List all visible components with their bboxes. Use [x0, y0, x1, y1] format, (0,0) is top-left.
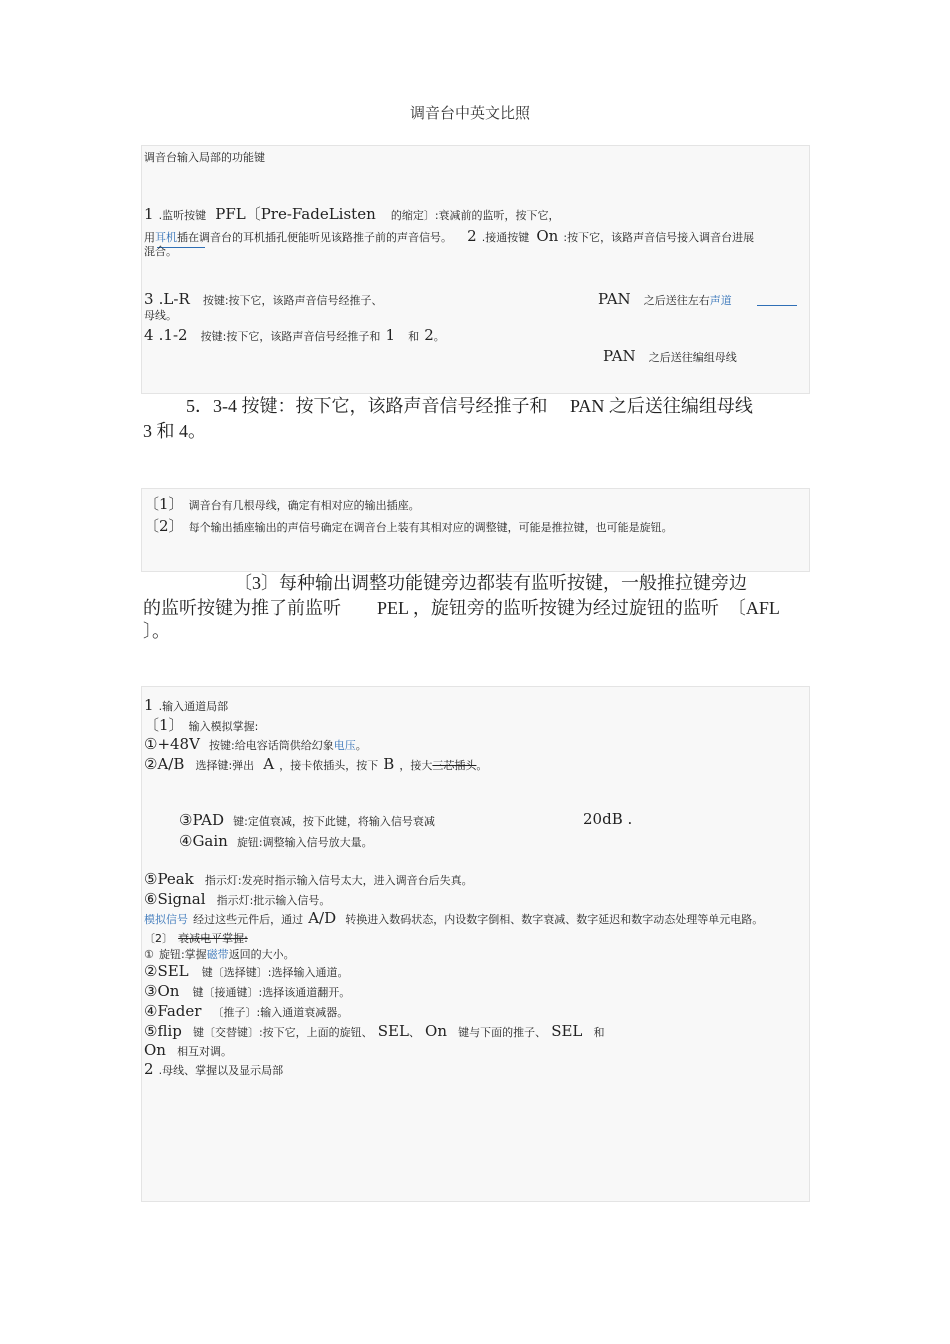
item-flip: ⑤flip 键〔交替键〕:按下它，上面的旋钮、 SEL、 On 键与下面的推子、 SEL 和 — [144, 1022, 605, 1040]
channel-link[interactable]: 声道 — [709, 294, 732, 307]
box1-line-6: 4 .1-2 按键:按下它，该路声音信号经推子和 1 和 2。 — [144, 326, 445, 344]
item-on: ③On 键〔接通键〕:选择该通道翻开。 — [144, 982, 351, 1000]
box2-line-2: 〔2〕 每个输出插座输出的声信号确定在调音台上装有其相对应的调整键，可能是推拉键，也可能是旋钮。 — [144, 517, 673, 535]
item-pad-value: 20dB . — [583, 810, 633, 828]
page-title: 调音台中英文比照 — [410, 104, 531, 122]
box1-line-7: PAN 之后送往编组母线 — [603, 347, 737, 365]
paragraph-monitor-2: 的监听按键为推了前监听 PEL ，旋钮旁的监听按键为经过旋钮的监听 〔AFL — [143, 598, 780, 618]
item-flip-cont: On 相互对调。 — [144, 1041, 233, 1059]
paragraph-3-4-key: 5．3-4 按键：按下它，该路声音信号经推子和 PAN 之后送往编组母线 — [186, 396, 753, 416]
item-48v: ①+48V 按键:给电容话筒供给幻象电压。 — [144, 735, 367, 753]
item-ab: ②A/B 选择键:弹出 A ，接卡侬插头，按下 B ，接大三芯插头。 — [144, 755, 488, 773]
item-fader: ④Fader 〔推子〕:输入通道衰减器。 — [144, 1002, 349, 1020]
box3-section-1b: 〔2〕 衰减电平掌握: — [144, 932, 248, 945]
box1-line-4-pan: PAN 之后送往左右声道 — [598, 290, 732, 308]
analog-signal-link[interactable]: 模拟信号 — [144, 913, 188, 926]
box3-section-1: 1 .输入通道局部 — [144, 696, 229, 714]
item-peak: ⑤Peak 指示灯:发亮时指示输入信号太大，进入调音台后失真。 — [144, 870, 473, 888]
paragraph-monitor-3: 〕。 — [143, 621, 170, 641]
box1-line-1: 1 .监听按键 PFL〔Pre-FadeListen 的缩定〕:衰减前的监听，按下它， — [144, 205, 560, 223]
channel-underline — [757, 305, 797, 306]
item-knob: ① 旋钮:掌握磁带返回的大小。 — [144, 948, 295, 961]
tape-link[interactable]: 磁带 — [206, 948, 229, 961]
box1-heading: 调音台输入局部的功能键 — [144, 151, 265, 164]
box1-line-4: 3 .L-R 按键:按下它，该路声音信号经推子、 — [144, 290, 383, 308]
box1-line-5: 母线。 — [144, 309, 177, 322]
item-gain: ④Gain 旋钮:调整输入信号放大量。 — [179, 832, 373, 850]
box3-section-1a: 〔1〕 输入模拟掌握: — [144, 716, 259, 734]
item-sel: ②SEL 键〔选择键〕:选择输入通道。 — [144, 962, 349, 980]
item-pad: ③PAD 键:定值衰减，按下此键，将输入信号衰减 — [179, 811, 435, 829]
paragraph-monitor-1: 〔3〕每种输出调整功能键旁边都装有监听按键，一般推拉键旁边 — [234, 573, 747, 593]
earphone-link[interactable]: 耳机 — [155, 231, 177, 244]
box2-line-1: 〔1〕 调音台有几根母线，确定有相对应的输出插座。 — [144, 495, 420, 513]
box3-section-2: 2 .母线、掌握以及显示局部 — [144, 1060, 284, 1078]
item-signal: ⑥Signal 指示灯:批示输入信号。 — [144, 890, 331, 908]
paragraph-3-4-key-cont: 3 和 4。 — [143, 421, 206, 441]
item-analog-note: 模拟信号 经过这些元件后，通过 A/D 转换进入数码状态，内设数字倒相、数字衰减、数字延迟和数字动态处理等单元电路。 — [144, 909, 764, 927]
box1-line-3: 混合。 — [144, 245, 177, 258]
box1-line-2: 用耳机插在调音台的耳机插孔便能听见该路推子前的声音信号。 2 .接通按键 On :按下它，该路声音信号接入调音台进展 — [144, 227, 755, 245]
voltage-link[interactable]: 电压 — [333, 739, 356, 752]
